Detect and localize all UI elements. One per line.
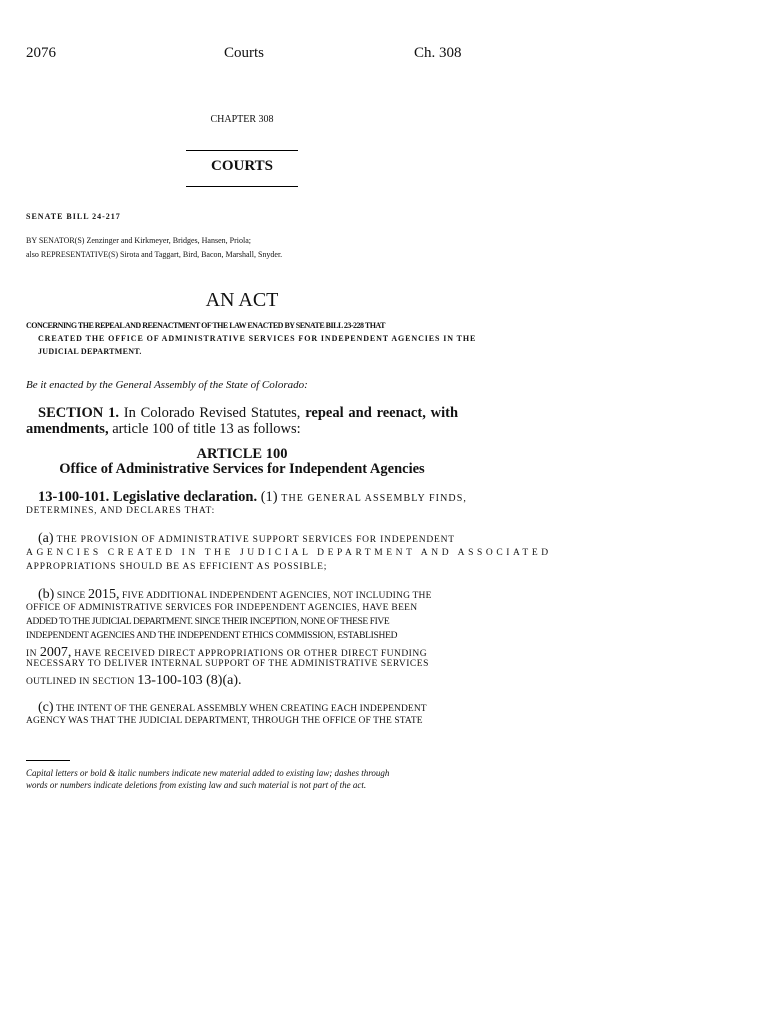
enacting-clause: Be it enacted by the General Assembly of the State of Colorado: [26, 379, 308, 391]
para-a-line-3: APPROPRIATIONS SHOULD BE AS EFFICIENT AS POSSIBLE; [26, 562, 328, 572]
year-2015: 2015, [87, 587, 120, 602]
statute-subsection: (1) [260, 489, 278, 505]
para-b-line-2: OFFICE OF ADMINISTRATIVE SERVICES FOR INDEPENDENT AGENCIES, HAVE BEEN [26, 603, 418, 613]
para-b-line-1: (b) SINCE 2015, FIVE ADDITIONAL INDEPENDENT AGENCIES, NOT INCLUDING THE [38, 587, 432, 602]
para-a-line-1: (a) THE PROVISION OF ADMINISTRATIVE SUPPORT SERVICES FOR INDEPENDENT [38, 531, 455, 546]
statute-heading [38, 489, 467, 506]
footnote-line-1: Capital letters or bold & italic numbers indicate new material added to existing law; dashes through [26, 768, 390, 778]
footnote-rule [26, 760, 70, 761]
statute-text-2: DETERMINES, AND DECLARES THAT: [26, 506, 216, 516]
concerning-line-3: JUDICIAL DEPARTMENT. [38, 347, 142, 356]
year-2007: 2007, [39, 645, 72, 660]
concerning-line-1: CONCERNING THE REPEAL AND REENACTMENT OF THE LAW ENACTED BY SENATE BILL 23-228 THAT [26, 321, 385, 330]
footnote-line-2: words or numbers indicate deletions from existing law and such material is not part of the act. [26, 780, 367, 790]
section-1-bold-a: repeal and reenact, with [305, 405, 459, 421]
act-heading: AN ACT [205, 289, 279, 311]
section-1-bold-b: amendments, [26, 421, 109, 437]
bill-senators: BY SENATOR(S) Zenzinger and Kirkmeyer, Bridges, Hansen, Priola; [26, 236, 251, 245]
bill-number: SENATE BILL 24-217 [26, 212, 121, 221]
para-b-line-7: OUTLINED IN SECTION 13-100-103 (8)(a). [26, 673, 242, 688]
chapter-reference: Ch. 308 [414, 45, 462, 61]
section-1-rest: article 100 of title 13 as follows: [112, 421, 301, 437]
title-rule-bottom [186, 186, 298, 187]
section-1 [26, 405, 458, 437]
article-number: ARTICLE 100 [196, 446, 288, 462]
chapter-label: CHAPTER 308 [210, 114, 274, 125]
statute-number: 13-100-101. [38, 489, 110, 505]
statute-text-1: THE GENERAL ASSEMBLY FINDS, [281, 493, 468, 504]
para-b-line-3: ADDED TO THE JUDICIAL DEPARTMENT. SINCE THEIR INCEPTION, NONE OF THESE FIVE [26, 617, 390, 627]
section-1-intro: In Colorado Revised Statutes, [123, 405, 301, 421]
section-reference: 13-100-103 (8)(a). [137, 673, 242, 688]
para-c-line-2: AGENCY WAS THAT THE JUDICIAL DEPARTMENT, THROUGH THE OFFICE OF THE STATE [26, 716, 423, 726]
para-a-label: (a) [38, 531, 54, 546]
running-title: Courts [224, 45, 265, 61]
para-b-line-4: INDEPENDENT AGENCIES AND THE INDEPENDENT ETHICS COMMISSION, ESTABLISHED [26, 631, 398, 641]
para-a-line-2: AGENCIES CREATED IN THE JUDICIAL DEPARTMENT AND ASSOCIATED [26, 548, 552, 558]
section-1-label: SECTION 1. [38, 405, 119, 421]
title-rule-top [186, 150, 298, 151]
para-b-line-5: IN 2007, HAVE RECEIVED DIRECT APPROPRIATIONS OR OTHER DIRECT FUNDING [26, 645, 428, 660]
concerning-line-2: CREATED THE OFFICE OF ADMINISTRATIVE SERVICES FOR INDEPENDENT AGENCIES IN THE [38, 334, 477, 343]
para-c-label: (c) [38, 700, 54, 715]
statute-title: Legislative declaration. [112, 489, 258, 505]
para-c-line-1: (c) THE INTENT OF THE GENERAL ASSEMBLY WHEN CREATING EACH INDEPENDENT [38, 700, 427, 715]
page-number: 2076 [26, 45, 56, 61]
bill-representatives: also REPRESENTATIVE(S) Sirota and Taggart, Bird, Bacon, Marshall, Snyder. [26, 250, 283, 259]
para-b-label: (b) [38, 587, 55, 602]
article-title: Office of Administrative Services for Independent Agencies [59, 461, 425, 477]
para-b-line-6: NECESSARY TO DELIVER INTERNAL SUPPORT OF THE ADMINISTRATIVE SERVICES [26, 659, 429, 669]
chapter-title: COURTS [211, 158, 273, 174]
